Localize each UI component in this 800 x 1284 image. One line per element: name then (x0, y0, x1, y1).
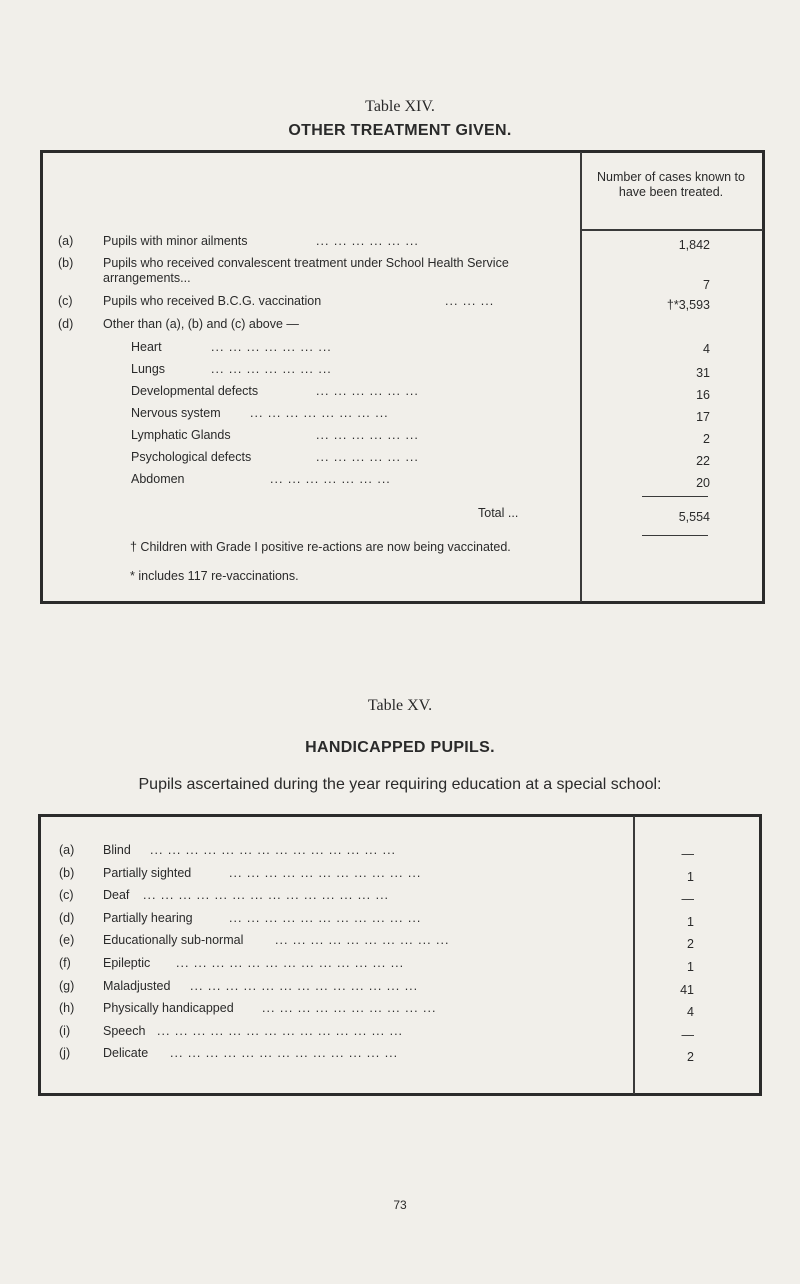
table14-label: Table XIV. (365, 98, 435, 115)
table15-row-key: (g) (59, 979, 75, 993)
total-rule-top (642, 496, 708, 497)
table15-row-key: (b) (59, 866, 75, 880)
sub-row-lungs-value: 31 (696, 366, 710, 380)
table15-row-leader: ... ... ... ... ... ... ... ... ... ... ... (229, 866, 422, 880)
table15-row-value: 2 (687, 1050, 694, 1064)
row-b-value: 7 (703, 278, 710, 292)
table15-row-label: Maladjusted (103, 979, 171, 993)
sub-row-developmental-label: Developmental defects (131, 384, 259, 398)
table15-row-key: (j) (59, 1046, 71, 1060)
row-d-text: Other than (a), (b) and (c) above — (103, 317, 299, 331)
table15-row-value: 4 (687, 1005, 694, 1019)
table15-heading: HANDICAPPED PUPILS. (305, 739, 495, 756)
table15-row-key: (h) (59, 1001, 75, 1015)
table15-row-leader: ... ... ... ... ... ... ... ... ... ... (262, 1001, 437, 1015)
footnote-asterisk: * includes 117 re-vaccinations. (130, 569, 299, 583)
sub-row-abdomen-leader: ... ... ... ... ... ... ... (270, 472, 391, 486)
total-label: Total ... (478, 506, 519, 520)
table15-row-key: (f) (59, 956, 71, 970)
table15-row-value: 1 (687, 870, 694, 884)
sub-row-nervous-leader: ... ... ... ... ... ... ... ... (250, 406, 389, 420)
row-c-leader: ... ... ... (445, 294, 495, 308)
table15-row-label: Blind (103, 843, 131, 857)
sub-row-abdomen-label: Abdomen (131, 472, 185, 486)
sub-row-developmental-value: 16 (696, 388, 710, 402)
row-b-key: (b) (58, 256, 74, 270)
table15-row-value: 1 (687, 960, 694, 974)
row-a-text: Pupils with minor ailments (103, 234, 248, 248)
sub-row-nervous-value: 17 (696, 410, 710, 424)
sub-row-psychological-label: Psychological defects (131, 450, 252, 464)
sub-row-nervous-label: Nervous system (131, 406, 221, 420)
table15-row-leader: ... ... ... ... ... ... ... ... ... ... ... ... ... ... (143, 888, 390, 902)
row-a-value: 1,842 (678, 238, 710, 252)
table15-subtitle: Pupils ascertained during the year requiring education at a special school: (138, 776, 662, 793)
sub-row-lymphatic-value: 2 (703, 432, 710, 446)
sub-row-heart-leader: ... ... ... ... ... ... ... (211, 340, 332, 354)
total-rule-bottom (642, 535, 708, 536)
sub-row-heart-label: Heart (131, 340, 162, 354)
table15-row-value: — (681, 847, 694, 861)
page-number: 73 (393, 1198, 407, 1212)
table15-row-leader: ... ... ... ... ... ... ... ... ... ... ... ... ... (170, 1046, 399, 1060)
table15-row-key: (e) (59, 933, 75, 947)
table15-row-leader: ... ... ... ... ... ... ... ... ... ... ... ... ... ... (157, 1024, 404, 1038)
sub-row-lymphatic-label: Lymphatic Glands (131, 428, 231, 442)
table15-row-key: (c) (59, 888, 74, 902)
row-c-text: Pupils who received B.C.G. vaccination (103, 294, 322, 308)
sub-row-heart-value: 4 (703, 342, 710, 356)
table15-row-leader: ... ... ... ... ... ... ... ... ... ... ... ... ... (190, 979, 419, 993)
table14-heading: OTHER TREATMENT GIVEN. (288, 122, 512, 139)
sub-row-lungs-label: Lungs (131, 362, 166, 376)
table15-row-key: (i) (59, 1024, 71, 1038)
sub-row-developmental-leader: ... ... ... ... ... ... (316, 384, 419, 398)
sub-row-psychological-value: 22 (696, 454, 710, 468)
table15-row-leader: ... ... ... ... ... ... ... ... ... ... (275, 933, 450, 947)
row-b-text: Pupils who received convalescent treatment under School Health Service arrangements... (103, 256, 509, 285)
table15-row-label: Physically handicapped (103, 1001, 234, 1015)
table15-row-label: Deaf (103, 888, 130, 902)
table15-row-label: Educationally sub-normal (103, 933, 244, 947)
row-a-key: (a) (58, 234, 74, 248)
row-a-leader: ... ... ... ... ... ... (316, 234, 419, 248)
table15-row-leader: ... ... ... ... ... ... ... ... ... ... ... (229, 911, 422, 925)
table15-row-value: — (681, 892, 694, 906)
row-c-value: †*3,593 (666, 298, 710, 312)
table15-row-label: Delicate (103, 1046, 149, 1060)
table15-row-label: Epileptic (103, 956, 151, 970)
table15-row-value: — (681, 1028, 694, 1042)
table15-row-leader: ... ... ... ... ... ... ... ... ... ... ... ... ... ... (150, 843, 397, 857)
sub-row-lungs-leader: ... ... ... ... ... ... ... (211, 362, 332, 376)
table15-row-label: Partially sighted (103, 866, 192, 880)
row-c-key: (c) (58, 294, 73, 308)
total-value: 5,554 (678, 510, 710, 524)
sub-row-lymphatic-leader: ... ... ... ... ... ... (316, 428, 419, 442)
table15-row-leader: ... ... ... ... ... ... ... ... ... ... ... ... ... (176, 956, 405, 970)
table15-label: Table XV. (367, 697, 433, 714)
table15-row-value: 2 (687, 937, 694, 951)
row-d-key: (d) (58, 317, 74, 331)
table15-row-value: 1 (687, 915, 694, 929)
table14-header-rule (582, 229, 763, 231)
table15-row-value: 41 (680, 983, 694, 997)
table15-row-label: Speech (103, 1024, 146, 1038)
table14-column-divider (580, 152, 582, 602)
sub-row-psychological-leader: ... ... ... ... ... ... (316, 450, 419, 464)
table15-row-key: (a) (59, 843, 75, 857)
table14-column-header: Number of cases known to have been treated. (597, 170, 745, 199)
table15-row-label: Partially hearing (103, 911, 193, 925)
footnote-dagger: † Children with Grade I positive re-actions are now being vaccinated. (130, 540, 511, 554)
table15-row-key: (d) (59, 911, 75, 925)
sub-row-abdomen-value: 20 (696, 476, 710, 490)
